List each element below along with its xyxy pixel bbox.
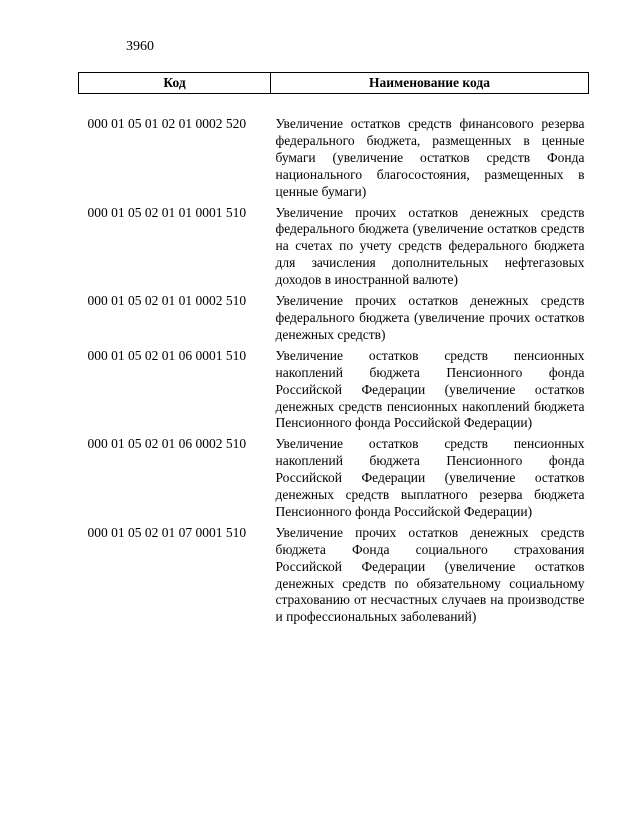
table-row bbox=[79, 293, 589, 348]
code-cell: 000 01 05 02 01 07 0001 510 bbox=[87, 524, 247, 540]
code-cell: 000 01 05 02 01 01 0001 510 bbox=[87, 204, 247, 220]
page-number: 3960 bbox=[126, 39, 154, 54]
name-cell: Увеличение прочих остатков денежных средств бюджета Фонда социального страхования Российской Федерации (увеличение остатков денежных средств по обязательному социальному страхованию от несчастных случаев на производстве и профессиональных заболеваний) bbox=[275, 524, 585, 625]
table-row bbox=[79, 525, 589, 630]
name-cell: Увеличение прочих остатков денежных средств федерального бюджета (увеличение остатков средств на счетах по учету средств федерального бюджета для зачисления дополнительных нефтегазовых доходов в иностранной валюте) bbox=[275, 204, 585, 288]
codes-table bbox=[78, 72, 589, 630]
table-row bbox=[79, 436, 589, 525]
table-spacer-row bbox=[79, 94, 589, 117]
name-cell: Увеличение прочих остатков денежных средств федерального бюджета (увеличение прочих остатков денежных средств) bbox=[275, 293, 585, 342]
name-cell: Увеличение остатков средств пенсионных накоплений бюджета Пенсионного фонда Российской Федерации (увеличение остатков денежных средств пенсионных накоплений бюджета Пенсионного фонда Российской Федерации) bbox=[275, 347, 585, 431]
code-cell: 000 01 05 02 01 01 0002 510 bbox=[87, 293, 247, 309]
table-header-row bbox=[79, 73, 589, 94]
name-cell: Увеличение остатков средств пенсионных накоплений бюджета Пенсионного фонда Российской Федерации (увеличение остатков денежных средств выплатного резерва бюджета Пенсионного фонда Российской Федерации) bbox=[275, 436, 585, 519]
code-cell: 000 01 05 02 01 06 0002 510 bbox=[87, 436, 247, 452]
table-row bbox=[79, 116, 589, 205]
column-header-name: Наименование кода bbox=[271, 73, 589, 94]
column-header-code: Код bbox=[79, 73, 271, 94]
table-row bbox=[79, 348, 589, 437]
table-row bbox=[79, 205, 589, 294]
code-cell: 000 01 05 01 02 01 0002 520 bbox=[87, 116, 247, 131]
name-cell: Увеличение остатков средств финансового резерва федерального бюджета, размещенных в ценные бумаги (увеличение остатков средств Фонда национального благосостояния, размещенных в ценные бумаги) bbox=[275, 116, 585, 199]
code-cell: 000 01 05 02 01 06 0001 510 bbox=[87, 347, 247, 363]
